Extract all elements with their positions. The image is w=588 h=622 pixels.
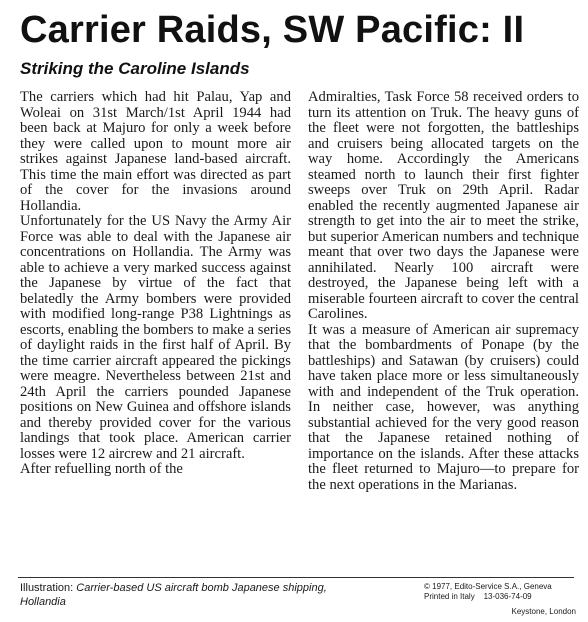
paragraph: Unfortunately for the US Navy the Army Air Force was able to deal with the Japanese air concentrations on Hollandia. The Army was able to achieve a very marked success against the Japanese by virtue of the fact that belatedly the Army bombers were provided with modified long-range P38 Lightnings as escorts, enabling the bombers to make a series of daylight raids in the first half of April. By the time carrier aircraft appeared the pickings were meagre. Nevertheless between 21st and 24th April the carriers pounded Japanese positions on New Guinea and offshore islands and thereby provided cover for the various landings that took place. American carrier losses were 12 aircrew and 21 aircraft. xyxy=(20,213,291,462)
print-info xyxy=(424,592,574,602)
paragraph: The carriers which had hit Palau, Yap and Woleai on 31st March/1st April 1944 had been back at Majuro for only a week before they were called upon to mount more air strikes against Japanese land-based aircraft. This time the main effort was directed as part of the cover for the invasions around Hollandia. xyxy=(20,89,291,214)
printed-in: Printed in Italy xyxy=(424,592,475,601)
page-title: Carrier Raids, SW Pacific: II xyxy=(20,9,525,51)
illustration-caption-text: Carrier-based US aircraft bomb Japanese shipping, Hollandia xyxy=(20,582,327,608)
paragraph: After refuelling north of the xyxy=(20,461,183,477)
card-code: 13-036-74-09 xyxy=(483,592,532,601)
copyright-text: © 1977, Edito-Service S.A., Geneva xyxy=(424,582,552,591)
publisher-info xyxy=(424,582,574,602)
illustration-caption xyxy=(20,581,350,609)
photo-credit: Keystone, London xyxy=(511,607,576,616)
article-column-left xyxy=(20,90,291,478)
illustration-label: Illustration: xyxy=(20,582,74,594)
paragraph: It was a measure of American air supremacy that the bombardments of Ponape (by the battleships) and Satawan (by cruisers) could have taken place more or less simultaneously with and independent of the Truk operation. In neither case, however, was anything substantial achieved for the very good reason that the Japanese retained nothing of importance on the islands. After these attacks the fleet returned to Majuro—to prepare for the next operations in the Marianas. xyxy=(308,321,579,493)
paragraph: Admiralties, Task Force 58 received orders to turn its attention on Truk. The heavy guns of the fleet were not forgotten, the battleships and cruisers being allocated targets on the way home. Accordingly the Americans steamed north to launch their first fighter sweeps over Truk on 29th April. Radar enabled the recently augmented Japanese air strength to get into the air to meet the strike, but superior American numbers and technique meant that over two days the Japanese were annihilated. Nearly 100 aircraft were destroyed, the Japanese being left with a miserable fourteen aircraft to cover the central Carolines. xyxy=(308,89,579,322)
footer-divider xyxy=(18,577,574,578)
page-subtitle: Striking the Caroline Islands xyxy=(20,59,250,78)
article-column-right xyxy=(308,90,579,493)
